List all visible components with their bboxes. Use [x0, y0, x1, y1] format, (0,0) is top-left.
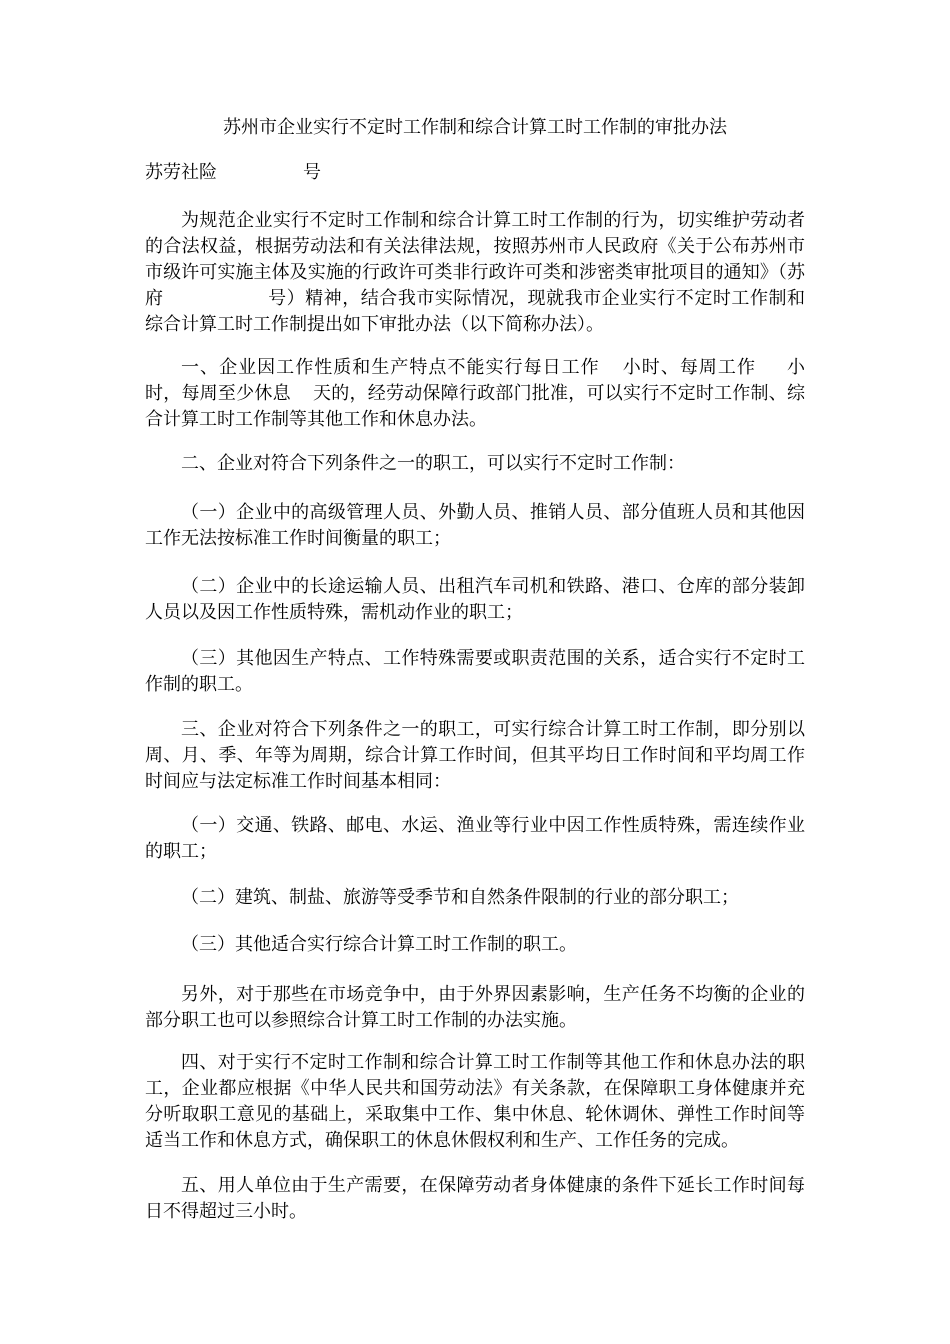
section-1-text-part1: 一、企业因工作性质和生产特点不能实行每日工作: [181, 357, 600, 378]
section-3-item-2: （二）建筑、制盐、旅游等受季节和自然条件限制的行业的部分职工；: [181, 887, 739, 908]
section-1-text-part2: 小时、每周工作: [621, 357, 756, 378]
section-3-paragraph: 三、企业对符合下列条件之一的职工，可实行综合计算工时工作制，即分别以周、月、季、年等为周期，综合计算工作时间，但其平均日工作时间和平均周工作时间应与法定标准工作时间基本相同：: [145, 719, 805, 792]
section-1-paragraph: [145, 355, 805, 433]
section-3-item-1: （一）交通、铁路、邮电、水运、渔业等行业中因工作性质特殊，需连续作业的职工；: [145, 815, 805, 862]
section-2-item-3: （三）其他因生产特点、工作特殊需要或职责范围的关系，适合实行不定时工作制的职工。: [145, 648, 805, 695]
section-1-text-part3: 小时，每周至少休息: [145, 357, 806, 404]
document-number-prefix: 苏劳社险: [145, 162, 217, 183]
section-1-text-part4: 天的，经劳动保障行政部门批准，可以实行不定时工作制、综合计算工时工作制等其他工作和休息办法。: [145, 383, 805, 430]
section-3-note: 另外，对于那些在市场竞争中，由于外界因素影响，生产任务不均衡的企业的部分职工也可以参照综合计算工时工作制的办法实施。: [145, 984, 805, 1031]
document-number: [145, 160, 321, 186]
section-2-item-1: （一）企业中的高级管理人员、外勤人员、推销人员、部分值班人员和其他因工作无法按标准工作时间衡量的职工；: [145, 502, 805, 549]
section-5-paragraph: 五、用人单位由于生产需要，在保障劳动者身体健康的条件下延长工作时间每日不得超过三小时。: [145, 1175, 805, 1222]
section-2-item-2: （二）企业中的长途运输人员、出租汽车司机和铁路、港口、仓库的部分装卸人员以及因工作性质特殊，需机动作业的职工；: [145, 576, 805, 623]
document-title: 苏州市企业实行不定时工作制和综合计算工时工作制的审批办法: [223, 117, 727, 138]
intro-text-part1: 为规范企业实行不定时工作制和综合计算工时工作制的行为，切实维护劳动者的合法权益，根据劳动法和有关法律法规，按照苏州市人民政府《关于公布苏州市市级许可实施主体及实施的行政许可类非行政许可类和涉密类审批项目的通知》（苏府: [145, 210, 805, 309]
intro-text-part2: 号）精神，结合我市实际情况，现就我市企业实行不定时工作制和综合计算工时工作制提出如下审批办法（以下简称办法）。: [145, 288, 806, 335]
intro-paragraph: [145, 208, 805, 338]
document-number-suffix: 号: [303, 162, 321, 183]
section-4-paragraph: 四、对于实行不定时工作制和综合计算工时工作制等其他工作和休息办法的职工，企业都应根据《中华人民共和国劳动法》有关条款，在保障职工身体健康并充分听取职工意见的基础上，采取集中工作、集中休息、轮休调休、弹性工作时间等适当工作和休息方式，确保职工的休息休假权利和生产、工作任务的完成。: [145, 1052, 805, 1151]
section-3-item-3: （三）其他适合实行综合计算工时工作制的职工。: [181, 934, 577, 955]
section-2-heading: 二、企业对符合下列条件之一的职工，可以实行不定时工作制：: [181, 453, 685, 474]
